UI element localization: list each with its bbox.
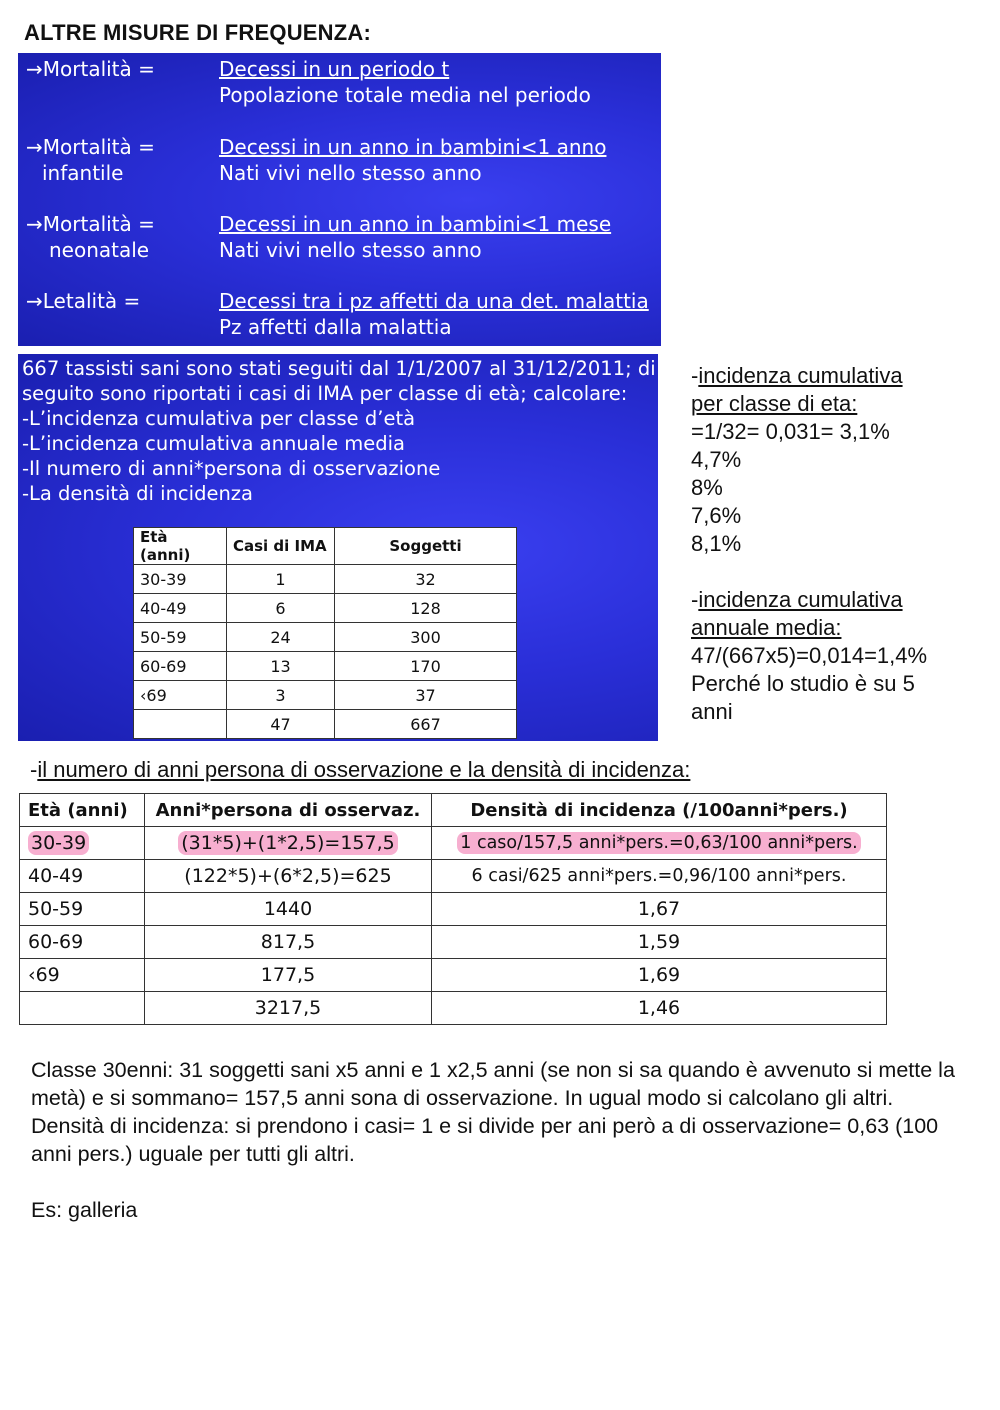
table-cell: 30-39 [134,565,227,594]
slide-exercise [18,354,658,741]
paragraph-line: Es: galleria [31,1198,138,1222]
table-row [20,959,887,992]
table-cell [20,992,145,1025]
exercise-line: -La densità di incidenza [22,482,253,505]
table-cell: 60-69 [20,926,145,959]
note-formula: 47/(667x5)=0,014=1,4% [691,643,928,668]
table-total-row [134,710,517,739]
table-cell: 60-69 [134,652,227,681]
note-title: -incidenza cumulativa [691,587,903,612]
table-cell: 40-49 [134,594,227,623]
table-cell: ‹69 [134,681,227,710]
spacer [691,558,927,586]
col-header: Casi di IMA [227,528,335,565]
table-cell: 300 [335,623,517,652]
table-cell: 3 [227,681,335,710]
section-subtitle: -il numero di anni persona di osservazione e la densità di incidenza: [30,757,691,782]
table-row-highlighted [20,827,887,860]
table-cell: (31*5)+(1*2,5)=157,5 [145,827,432,860]
table-cell: 3217,5 [145,992,432,1025]
exercise-line: -L’incidenza cumulativa annuale media [22,432,406,455]
paragraph-line: Densità di incidenza: si prendono i casi= 1 e si divide per ani però a di osservazione= 0,63 (100 anni pers.) uguale per tutti gli altri. [31,1114,939,1166]
row4-denominator: Pz affetti dalla malattia [219,315,452,339]
table-cell: 667 [335,710,517,739]
table-cell: 6 casi/625 anni*pers.=0,96/100 anni*pers. [432,860,887,893]
table-cell: 50-59 [20,893,145,926]
note-text: Perché lo studio è su 5 [691,671,915,696]
row2-denominator: Nati vivi nello stesso anno [219,161,482,185]
note-value: 7,6% [691,503,742,528]
side-notes [691,362,927,726]
cases-table [133,527,517,739]
table-cell: 817,5 [145,926,432,959]
table-row [134,623,517,652]
table-cell: 24 [227,623,335,652]
slide-frequency-measures [18,53,661,346]
person-years-table [19,793,887,1025]
row1-numerator: Decessi in un periodo t [219,57,450,81]
row1-label: →Mortalità = [26,57,155,81]
note-value: 8% [691,475,723,500]
exercise-line: 667 tassisti sani sono stati seguiti dal 1/1/2007 al 31/12/2011; di [22,357,656,380]
table-cell: 32 [335,565,517,594]
col-header: Anni*persona di osservaz. [145,794,432,827]
row4-label: →Letalità = [26,289,141,313]
table-cell: 40-49 [20,860,145,893]
note-title: -incidenza cumulativa [691,363,903,388]
table-cell: 1440 [145,893,432,926]
table-cell: 50-59 [134,623,227,652]
col-header: Densità di incidenza (/100anni*pers.) [432,794,887,827]
note-value: 4,7% [691,447,742,472]
note-title: per classe di eta: [691,391,858,416]
table-cell: 13 [227,652,335,681]
exercise-line: -L’incidenza cumulativa per classe d’età [22,407,416,430]
row3-denominator: Nati vivi nello stesso anno [219,238,482,262]
table-cell: (122*5)+(6*2,5)=625 [145,860,432,893]
table-row [20,926,887,959]
row3-label: →Mortalità = [26,212,155,236]
table-row [134,652,517,681]
exercise-text [22,356,656,506]
note-text: anni [691,699,733,724]
col-header: Soggetti [335,528,517,565]
exercise-line: seguito sono riportati i casi di IMA per classe di età; calcolare: [22,382,628,405]
row2-numerator: Decessi in un anno in bambini<1 anno [219,135,607,159]
table-header-row [134,528,517,565]
table-cell: 37 [335,681,517,710]
table-cell: 170 [335,652,517,681]
table-row [20,893,887,926]
table-cell: 1 [227,565,335,594]
table-cell: 1,59 [432,926,887,959]
table-cell [134,710,227,739]
table-cell: 47 [227,710,335,739]
table-row [134,594,517,623]
table-header-row [20,794,887,827]
explanation-text [31,1056,971,1224]
table-total-row [20,992,887,1025]
note-value: =1/32= 0,031= 3,1% [691,419,890,444]
table-cell: 30-39 [20,827,145,860]
table-cell: 177,5 [145,959,432,992]
row3-numerator: Decessi in un anno in bambini<1 mese [219,212,612,236]
table-cell: 1,69 [432,959,887,992]
row4-numerator: Decessi tra i pz affetti da una det. malattia [219,289,649,313]
paragraph-line: Classe 30enni: 31 soggetti sani x5 anni e 1 x2,5 anni (se non si sa quando è avvenuto si mette la metà) e si sommano= 157,5 anni sona di osservazione. In ugual modo si calcolano gli altri. [31,1058,955,1110]
col-header: Età (anni) [20,794,145,827]
col-header: Età (anni) [134,528,227,565]
table-cell: 1,46 [432,992,887,1025]
note-value: 8,1% [691,531,742,556]
row2-label: →Mortalità = [26,135,155,159]
table-row [134,565,517,594]
row2-label2: infantile [42,161,124,185]
page-heading: ALTRE MISURE DI FREQUENZA: [24,20,372,45]
exercise-line: -Il numero di anni*persona di osservazione [22,457,441,480]
row1-denominator: Popolazione totale media nel periodo [219,83,591,107]
table-cell: 128 [335,594,517,623]
row3-label2: neonatale [49,238,150,262]
table-row [134,681,517,710]
table-cell: 6 [227,594,335,623]
table-row [20,860,887,893]
spacer [31,1168,971,1196]
note-title: annuale media: [691,615,842,640]
table-cell: 1 caso/157,5 anni*pers.=0,63/100 anni*pers. [432,827,887,860]
table-cell: ‹69 [20,959,145,992]
table-cell: 1,67 [432,893,887,926]
